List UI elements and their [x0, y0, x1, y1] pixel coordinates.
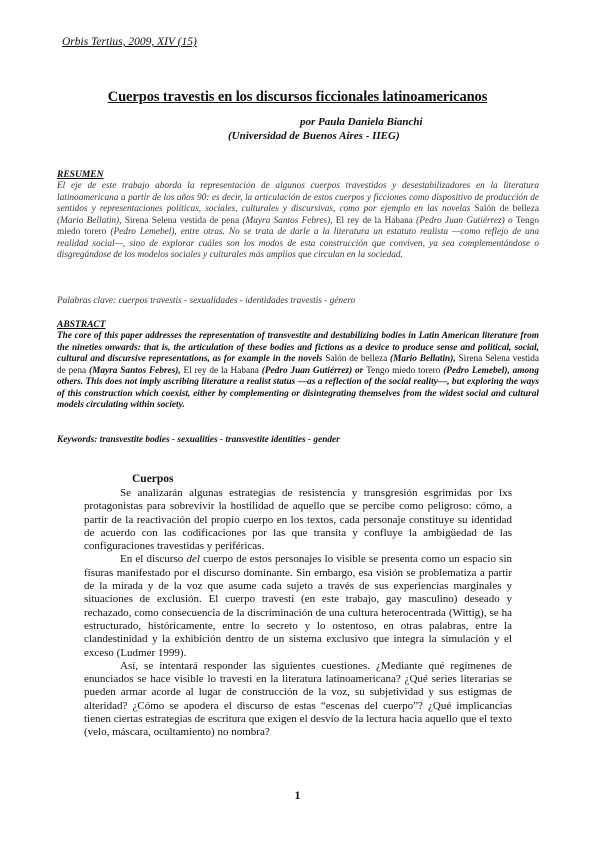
text-run: (Mario Bellatin), [387, 354, 459, 364]
text-run: Se analizarán algunas estrategias de resistencia y transgresión esgrimidas por lxs protagonistas para sobrevivir la hostilidad de aquello que se percibe como peligroso: cómo, a partir de la reactivación del propio cuerpo en los textos, cada personaje constituye su identidad de acuerdo con las codificaciones por las que transita y confluye la ambigüedad de las configuraciones travestidas y periféricas. [84, 487, 512, 553]
text-run: (Mayra Santos Febres), [86, 365, 184, 376]
text-run: Sirena Selena vestida de pena [57, 354, 540, 376]
text-run: (Pedro Lemebel), entre otras. No se trata de darle a la literatura un estatuto realista —como reflejo de una realidad social—, sino de explorar cuáles son los modos de esta construcción que conviven, ya sea complementándose o disgregándose de los modelos sociales y culturales más amplios que circulan en la sociedad. [57, 227, 539, 260]
page-number: 1 [294, 788, 301, 802]
text-run: En el discurso [120, 553, 187, 566]
body-paragraph [84, 487, 512, 553]
abstract-text [57, 331, 539, 412]
journal-header: Orbis Tertius, 2009, XIV (15) [62, 36, 197, 48]
section-heading: Cuerpos [132, 473, 174, 485]
text-run: (Mario Bellatin), [57, 215, 125, 226]
text-run: Salón de belleza [325, 354, 388, 364]
text-run: The core of this paper addresses the representation of transvestite and destabilizing bodies in Latin American literature from the nineties onwards: that is, the articulation of these bodies and fictions as a device to produce sense and political, social, cultural and discursive representations, as for example in the novels [57, 331, 539, 364]
text-run: del [186, 553, 200, 566]
author-affiliation: (Universidad de Buenos Aires - IIEG) [228, 130, 400, 142]
body-paragraph [84, 553, 512, 659]
text-run: (Mayra Santos Febres), [239, 215, 336, 226]
text-run: El eje de este trabajo aborda la representación de algunos cuerpos travestidos y desestabilizadores en la literatura latinoamericana a partir de los años 90: es decir, la articulación de estos cuerpos y ficciones como dispositivo de producción de sentidos y representaciones políticas, sociales, culturales y discursivas, como por ejemplo en las novelas [57, 181, 539, 214]
abstract-keywords: Keywords: transvestite bodies - sexualities - transvestite identities - gender [57, 435, 340, 445]
resumen-keywords: Palabras clave: cuerpos travestis - sexualidades - identidades travestis - género [57, 296, 356, 306]
text-run: Sirena Selena vestida de pena [124, 215, 240, 226]
article-title: Cuerpos travestis en los discursos ficcionales latinoamericanos [107, 89, 488, 105]
abstract-label: ABSTRACT [57, 320, 106, 330]
author-line: por Paula Daniela Bianchi [300, 116, 423, 128]
text-run: Tengo miedo torero [366, 365, 441, 376]
text-run: Tengo miedo torero [57, 215, 539, 237]
text-run: El rey de la Habana [183, 365, 259, 376]
section-body [84, 487, 512, 740]
text-run: Salón de belleza [474, 204, 540, 214]
body-paragraph [84, 660, 512, 740]
resumen-text [57, 181, 539, 262]
text-run: El rey de la Habana [335, 215, 413, 226]
text-run: (Pedro Juan Gutiérrez) o [412, 215, 516, 226]
resumen-label: RESUMEN [57, 170, 104, 180]
text-run: (Pedro Juan Gutiérrez) or [258, 365, 367, 376]
text-run: cuerpo de estos personajes lo visible se presenta como un espacio sin fisuras manifestado por el discurso dominante. Sin embargo, esa visión se problematiza a partir de la mirada y de la voz que asume cada sujeto a través de sus experiencias marginales y situaciones de exclusión. El cuerpo travesti (en este trabajo, gay masculino) deseado y rechazado, como consecuencia de la discriminación de una cultura heterocentrada (Wittig), se ha estructurado, históricamente, entre lo secreto y lo ostentoso, en otras palabras, entre la clandestinidad y la exhibición dentro de un sistema exclusivo que integra la simulación y el exceso (Ludmer 1999). [84, 553, 512, 659]
text-run: Así, se intentará responder las siguientes cuestiones. ¿Mediante qué regímenes de enunciados se hace visible lo travesti en la literatura latinoamericana? ¿Qué series literarias se pueden armar acorde al lugar de construcción de la voz, su subjetividad y sus estigmas de alteridad? ¿Cómo se apodera el discurso de estas “escenas del cuerpo”? ¿Qué implicancias tienen ciertas estrategias de escritura que exigen el desvío de la lectura hacia aquello que el texto (velo, máscara, ocultamiento) no nombra? [84, 659, 512, 739]
text-run: (Pedro Lemebel), among others. This does not imply ascribing literature a realist status —as a reflection of the social reality—, but exploring the ways of this construction which coexist, either by complementing or disintegrating themselves from the widest social and cultural models circulating within society. [57, 365, 539, 410]
